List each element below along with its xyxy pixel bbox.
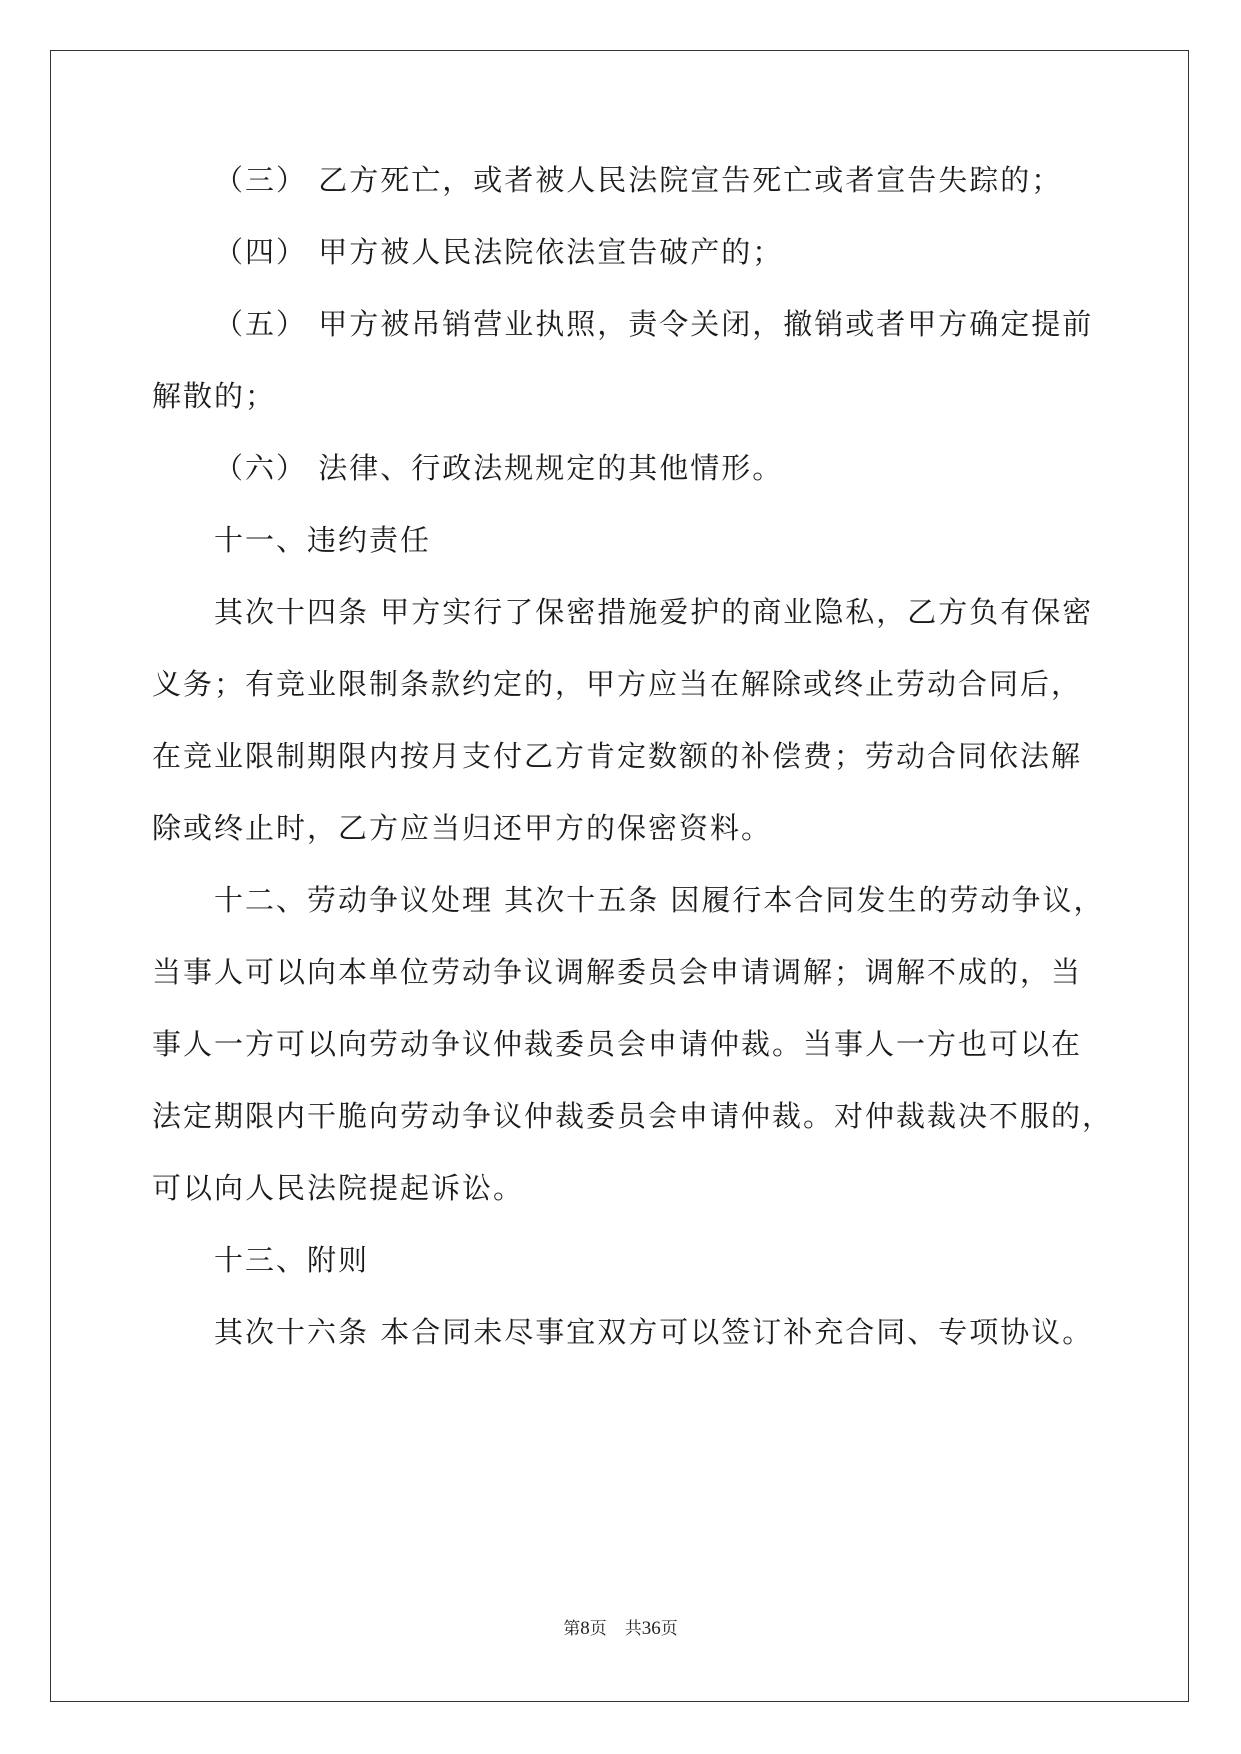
section-12-line-4: 法定期限内干脆向劳动争议仲裁委员会申请仲裁。对仲裁裁决不服的， xyxy=(152,1099,1114,1133)
total-suffix: 页 xyxy=(660,1619,678,1639)
page-border xyxy=(50,50,1189,1702)
clause-6-line: （六） 法律、行政法规规定的其他情形。 xyxy=(214,451,784,485)
article-24-line-1: 其次十四条 甲方实行了保密措施爱护的商业隐私，乙方负有保密 xyxy=(214,595,1094,629)
total-pages: 36 xyxy=(641,1618,661,1639)
article-24-line-4: 除或终止时，乙方应当归还甲方的保密资料。 xyxy=(152,811,773,845)
page-suffix: 页 xyxy=(589,1619,607,1639)
article-24-line-2: 义务；有竞业限制条款约定的，甲方应当在解除或终止劳动合同后， xyxy=(152,667,1083,701)
page-number: 8 xyxy=(580,1618,590,1639)
clause-3-line: （三） 乙方死亡，或者被人民法院宣告死亡或者宣告失踪的； xyxy=(214,163,1063,197)
article-24-line-3: 在竞业限制期限内按月支付乙方肯定数额的补偿费；劳动合同依法解 xyxy=(152,739,1083,773)
clause-4-line: （四） 甲方被人民法院依法宣告破产的； xyxy=(214,235,784,269)
page-prefix: 第 xyxy=(563,1619,581,1639)
section-12-line-3: 事人一方可以向劳动争议仲裁委员会申请仲裁。当事人一方也可以在 xyxy=(152,1027,1083,1061)
clause-5-line-1: （五） 甲方被吊销营业执照，责令关闭，撤销或者甲方确定提前 xyxy=(214,307,1094,341)
section-12-line-1: 十二、劳动争议处理 其次十五条 因履行本合同发生的劳动争议， xyxy=(214,883,1105,917)
page-footer xyxy=(0,1618,1241,1640)
section-13-heading: 十三、附则 xyxy=(214,1243,370,1277)
section-12-line-2: 当事人可以向本单位劳动争议调解委员会申请调解；调解不成的，当 xyxy=(152,955,1083,989)
total-prefix: 共 xyxy=(624,1619,642,1639)
article-26-line: 其次十六条 本合同未尽事宜双方可以签订补充合同、专项协议。 xyxy=(214,1315,1094,1349)
clause-5-line-2: 解散的； xyxy=(152,379,277,413)
section-11-heading: 十一、违约责任 xyxy=(214,523,432,557)
section-12-line-5: 可以向人民法院提起诉讼。 xyxy=(152,1171,525,1205)
